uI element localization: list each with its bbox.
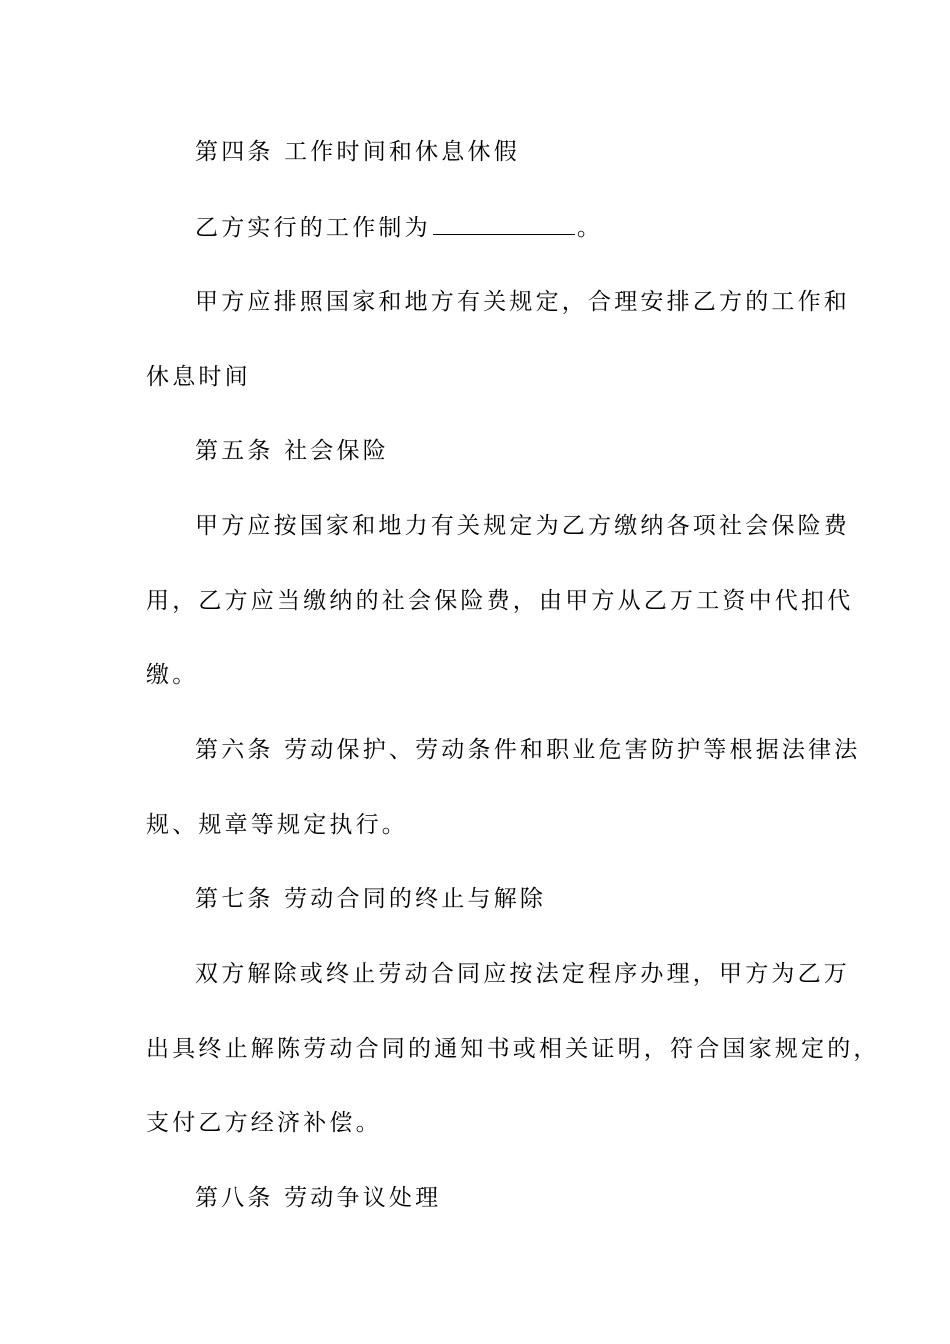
work-system-blank xyxy=(433,212,575,235)
article-8-heading: 第八条 劳动争议处理 xyxy=(195,1185,442,1211)
article-4-paragraph-1 xyxy=(195,212,816,243)
article-5-heading: 第五条 社会保险 xyxy=(195,438,389,464)
article-5-paragraph-line-2: 用，乙方应当缴纳的社会保险费，由甲方从乙万工资中代扣代 xyxy=(146,588,854,614)
article-4-paragraph-2-line-2: 休息时间 xyxy=(146,364,251,390)
article-6-line-1: 第六条 劳动保护、劳动条件和职业危害防护等根据法律法 xyxy=(195,737,861,763)
article-7-paragraph-line-3: 支付乙方经济补偿。 xyxy=(146,1110,382,1136)
work-system-label: 乙方实行的工作制为 xyxy=(195,215,431,241)
article-5-paragraph-line-3: 缴。 xyxy=(146,662,199,688)
article-4-heading: 第四条 工作时间和休息休假 xyxy=(195,139,520,165)
article-5-paragraph-line-1: 甲方应按国家和地力有关规定为乙方缴纳各项社会保险费 xyxy=(195,513,850,539)
period-mark: 。 xyxy=(576,215,604,241)
article-6-line-2: 规、规章等规定执行。 xyxy=(146,812,408,838)
article-7-heading: 第七条 劳动合同的终止与解除 xyxy=(195,886,547,912)
article-4-paragraph-2-line-1: 甲方应排照国家和地方有关规定，合理安排乙方的工作和 xyxy=(195,289,850,315)
article-7-paragraph-line-2: 出具终止解陈劳动合同的通知书或相关证明，符合国家规定的， xyxy=(146,1036,880,1062)
article-7-paragraph-line-1: 双方解除或终止劳动合同应按法定程序办理，甲方为乙万 xyxy=(195,961,850,987)
